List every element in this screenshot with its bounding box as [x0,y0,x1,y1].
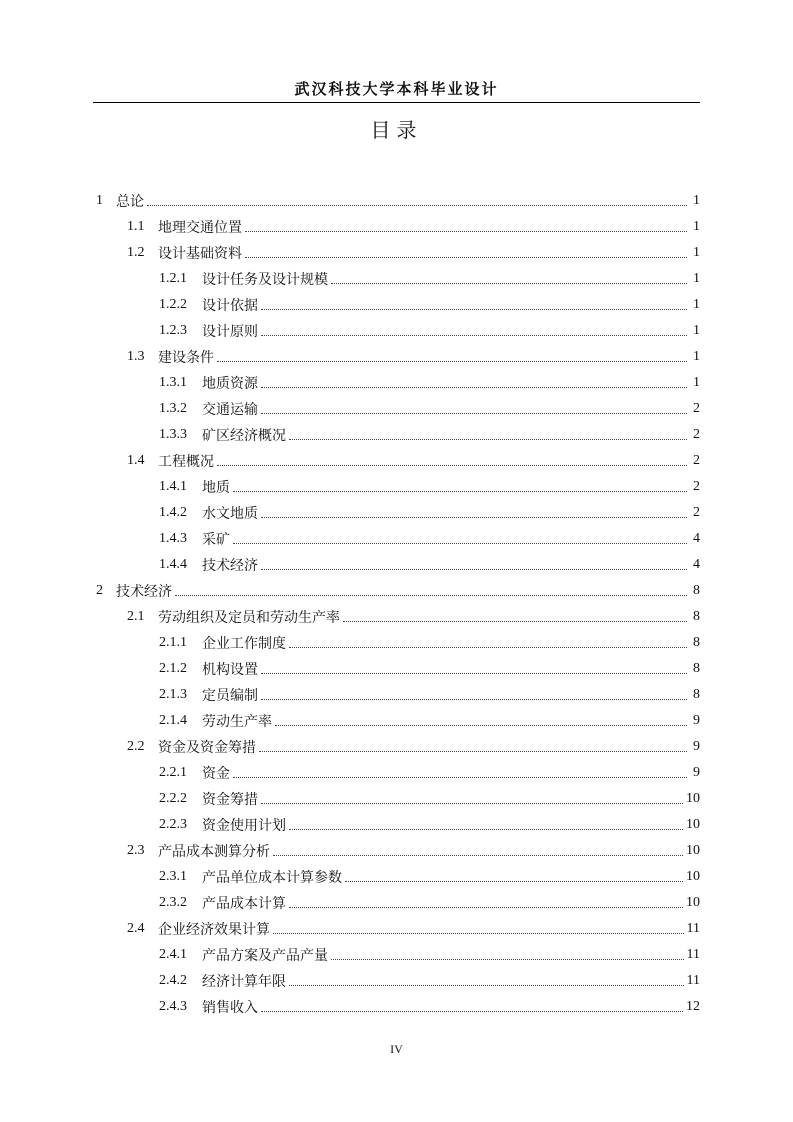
dot-leader [233,777,687,778]
toc-entry-label: 企业经济效果计算 [158,922,270,938]
toc-entry[interactable] [93,864,700,890]
toc-entry-label: 机构设置 [202,662,258,678]
toc-entry-page: 4 [693,557,700,572]
dot-leader [261,569,687,570]
toc-entry-number: 1.2.1 [159,271,187,286]
toc-entry-number: 2.3 [127,843,145,858]
toc-entry-number: 2.3.2 [159,895,187,910]
dot-leader [273,933,684,934]
toc-entry[interactable] [93,318,700,344]
toc-entry-page: 2 [693,453,700,468]
toc-entry-label: 采矿 [202,532,230,548]
toc-entry-page: 1 [693,297,700,312]
toc-entry-label: 地理交通位置 [158,220,242,236]
toc-entry-page: 10 [686,791,700,806]
dot-leader [261,335,687,336]
toc-entry-number: 2.2.1 [159,765,187,780]
toc-entry-number: 2.1.2 [159,661,187,676]
toc-entry[interactable] [93,838,700,864]
toc-entry[interactable] [93,812,700,838]
dot-leader [245,231,687,232]
dot-leader [261,413,687,414]
toc-entry[interactable] [93,188,700,214]
toc-entry-page: 1 [693,271,700,286]
toc-entry-page: 9 [693,765,700,780]
toc-entry-page: 10 [686,895,700,910]
dot-leader [289,907,683,908]
dot-leader [261,1011,683,1012]
toc-entry-label: 设计任务及设计规模 [202,272,328,288]
toc-entry-page: 9 [693,713,700,728]
toc-entry[interactable] [93,968,700,994]
dot-leader [233,491,687,492]
toc-entry[interactable] [93,448,700,474]
toc-entry-label: 企业工作制度 [202,636,286,652]
toc-entry-number: 2.2 [127,739,145,754]
toc-entry[interactable] [93,266,700,292]
toc-entry[interactable] [93,344,700,370]
dot-leader [233,543,687,544]
page-number: IV [390,1042,403,1056]
toc-entry-label: 经济计算年限 [202,974,286,990]
dot-leader [289,985,684,986]
toc-entry[interactable] [93,578,700,604]
running-header: 武汉科技大学本科毕业设计 [294,80,499,98]
toc-entry-page: 11 [686,973,700,988]
toc-entry-number: 2.4.3 [159,999,187,1014]
toc-entry-label: 资金 [202,766,230,782]
toc-entry-label: 设计依据 [202,298,258,314]
toc-entry-label: 产品成本测算分析 [158,844,270,860]
toc-entry-label: 总论 [116,194,144,210]
toc-entry-label: 设计原则 [202,324,258,340]
toc-entry-label: 劳动组织及定员和劳动生产率 [158,610,340,626]
toc-entry-label: 资金筹措 [202,792,258,808]
toc-entry-page: 1 [693,245,700,260]
toc-entry[interactable] [93,682,700,708]
toc-entry-label: 产品单位成本计算参数 [202,870,342,886]
dot-leader [261,803,683,804]
dot-leader [261,517,687,518]
dot-leader [343,621,687,622]
toc-entry-label: 技术经济 [116,584,172,600]
toc-title: 目录 [370,118,423,142]
toc-entry-label: 建设条件 [158,350,214,366]
toc-entry-page: 12 [686,999,700,1014]
toc-entry-number: 1.3 [127,349,145,364]
toc-entry-page: 1 [693,349,700,364]
toc-entry-number: 1.4 [127,453,145,468]
toc-entry[interactable] [93,552,700,578]
toc-entry[interactable] [93,240,700,266]
toc-entry-label: 工程概况 [158,454,214,470]
dot-leader [261,699,687,700]
toc-entry-page: 2 [693,479,700,494]
dot-leader [175,595,687,596]
toc-entry-page: 8 [693,687,700,702]
toc-entry[interactable] [93,786,700,812]
toc-entry-number: 2.2.2 [159,791,187,806]
toc-entry-number: 1.1 [127,219,145,234]
dot-leader [217,465,687,466]
toc-entry-label: 销售收入 [202,1000,258,1016]
toc-entry-page: 2 [693,427,700,442]
toc-entry[interactable] [93,760,700,786]
toc-entry-page: 2 [693,401,700,416]
toc-entry-page: 10 [686,817,700,832]
toc-entry-page: 11 [686,921,700,936]
toc-entry[interactable] [93,916,700,942]
toc-entry-number: 1.2.2 [159,297,187,312]
toc-entry-label: 矿区经济概况 [202,428,286,444]
toc-entry-page: 8 [693,661,700,676]
toc-entry[interactable] [93,656,700,682]
toc-entry[interactable] [93,396,700,422]
toc-entry[interactable] [93,994,700,1020]
toc-entry-page: 1 [693,219,700,234]
dot-leader [345,881,683,882]
toc-entry[interactable] [93,630,700,656]
toc-entry-page: 1 [693,193,700,208]
toc-entry-page: 8 [693,609,700,624]
toc-entry-label: 产品方案及产品产量 [202,948,328,964]
dot-leader [289,647,687,648]
toc-entry-label: 技术经济 [202,558,258,574]
toc-entry[interactable] [93,500,700,526]
toc-entry[interactable] [93,604,700,630]
toc-entry-page: 10 [686,869,700,884]
toc-entry-label: 定员编制 [202,688,258,704]
toc-entry-number: 1.4.2 [159,505,187,520]
dot-leader [273,855,683,856]
dot-leader [275,725,687,726]
toc-entry-number: 2.3.1 [159,869,187,884]
toc-entry-number: 1.4.4 [159,557,187,572]
dot-leader [289,439,687,440]
toc-entry[interactable] [93,474,700,500]
toc-entry-number: 2.1.1 [159,635,187,650]
toc-entry-number: 2.4 [127,921,145,936]
toc-entry-number: 1.2 [127,245,145,260]
dot-leader [217,361,687,362]
toc-entry-label: 水文地质 [202,506,258,522]
toc-entry-number: 2.2.3 [159,817,187,832]
toc-entry-number: 1.4.3 [159,531,187,546]
toc-entry[interactable] [93,708,700,734]
toc-entry[interactable] [93,890,700,916]
header-rule [93,102,700,103]
toc-entry-label: 资金及资金筹措 [158,740,256,756]
dot-leader [261,673,687,674]
toc-entry-number: 2.1.4 [159,713,187,728]
toc-entry-number: 1.4.1 [159,479,187,494]
toc-entry-page: 4 [693,531,700,546]
toc-entry-label: 设计基础资料 [158,246,242,262]
table-of-contents [93,188,700,1020]
dot-leader [261,309,687,310]
toc-entry-page: 10 [686,843,700,858]
toc-entry-label: 地质资源 [202,376,258,392]
toc-entry-label: 地质 [202,480,230,496]
toc-entry-page: 8 [693,583,700,598]
toc-entry-number: 1.3.3 [159,427,187,442]
toc-entry[interactable] [93,292,700,318]
toc-entry-number: 2.1 [127,609,145,624]
dot-leader [261,387,687,388]
toc-entry[interactable] [93,214,700,240]
toc-entry-number: 1.2.3 [159,323,187,338]
toc-entry-page: 8 [693,635,700,650]
dot-leader [331,959,684,960]
toc-entry-number: 1 [96,193,103,208]
toc-entry[interactable] [93,370,700,396]
dot-leader [147,205,687,206]
toc-entry-label: 交通运输 [202,402,258,418]
toc-entry[interactable] [93,422,700,448]
toc-entry[interactable] [93,942,700,968]
toc-entry-number: 2.4.2 [159,973,187,988]
toc-entry-label: 产品成本计算 [202,896,286,912]
dot-leader [245,257,687,258]
toc-entry-label: 资金使用计划 [202,818,286,834]
toc-entry-label: 劳动生产率 [202,714,272,730]
toc-entry-page: 2 [693,505,700,520]
toc-entry-number: 2 [96,583,103,598]
toc-entry-number: 2.1.3 [159,687,187,702]
dot-leader [331,283,687,284]
toc-entry[interactable] [93,734,700,760]
toc-entry-number: 1.3.2 [159,401,187,416]
toc-entry-page: 9 [693,739,700,754]
toc-entry-page: 11 [686,947,700,962]
toc-entry-number: 1.3.1 [159,375,187,390]
toc-entry-number: 2.4.1 [159,947,187,962]
dot-leader [259,751,687,752]
toc-entry[interactable] [93,526,700,552]
dot-leader [289,829,683,830]
toc-entry-page: 1 [693,375,700,390]
toc-entry-page: 1 [693,323,700,338]
